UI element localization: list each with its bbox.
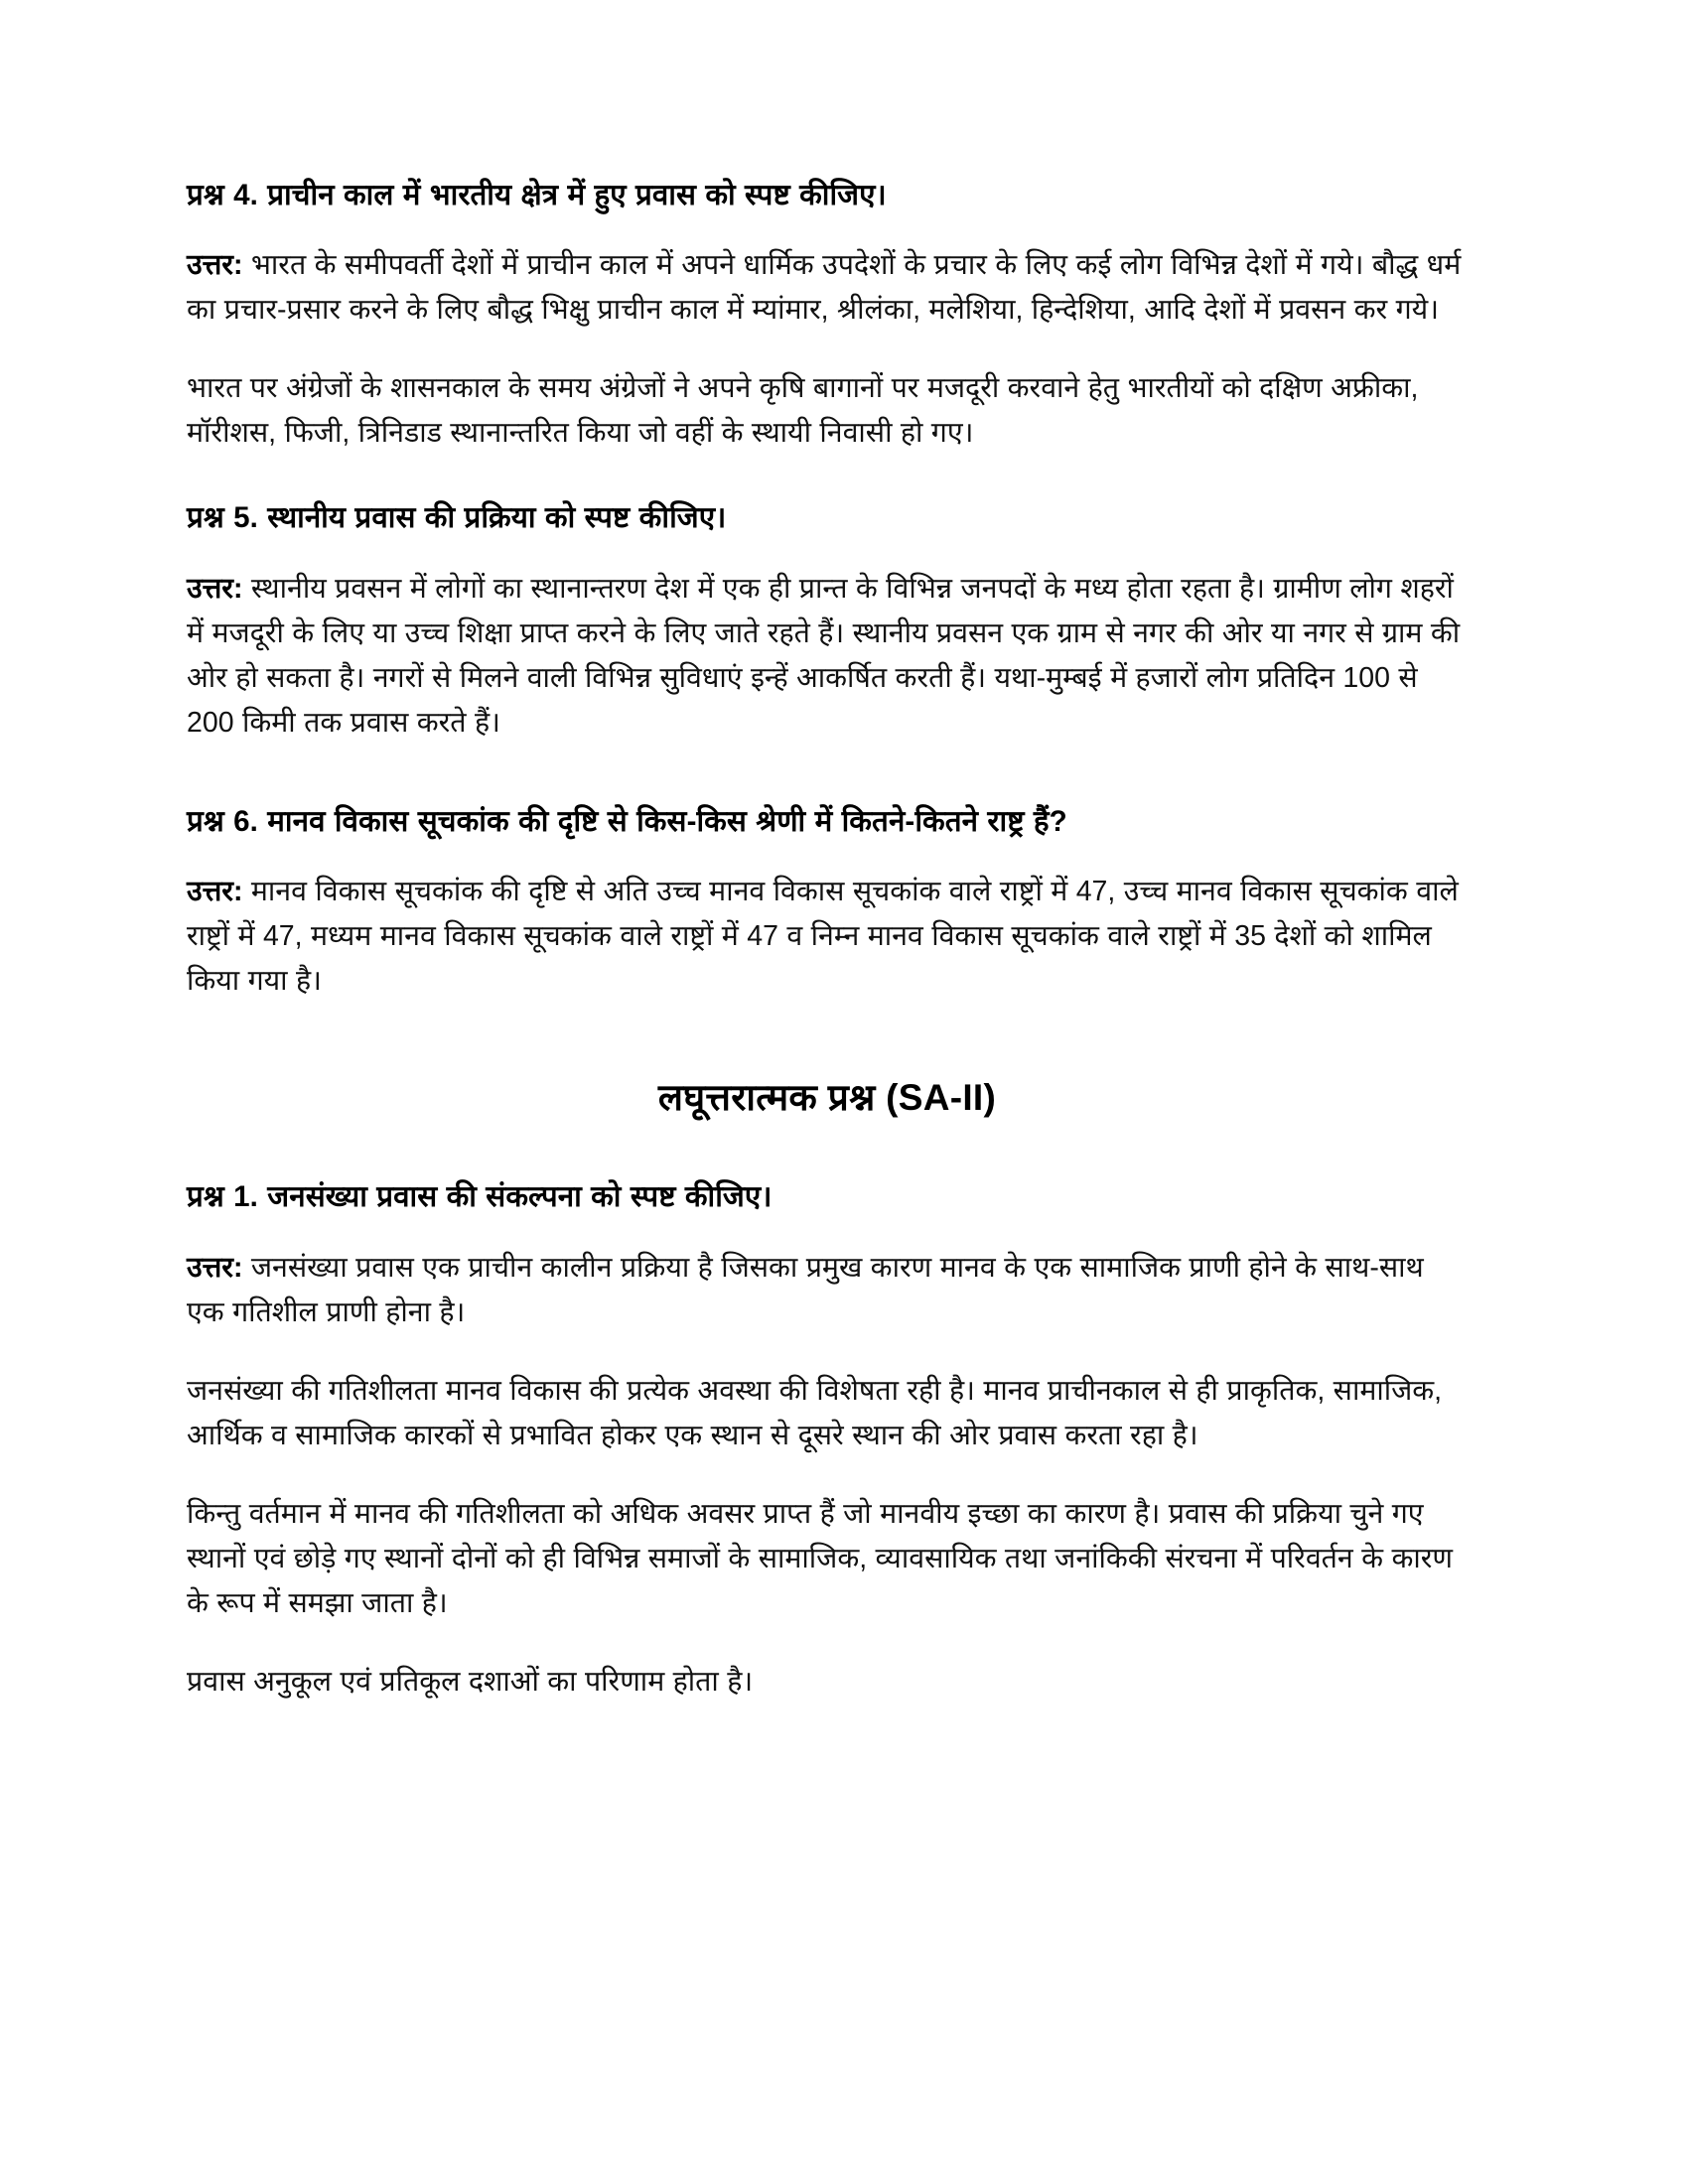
answer-text: मानव विकास सूचकांक की दृष्टि से अति उच्च मानव विकास सूचकांक वाले राष्ट्रों में 47, उच्च मानव विकास सूचकांक वाले राष्ट्रों में 47, मध्यम मानव विकास सूचकांक वाले राष्ट्रों में 47 व निम्न मानव विकास सूचकांक वाले राष्ट्रों में 35 देशों को शामिल किया गया है।: [187, 876, 1459, 998]
sa2-question-1-answer-paragraph-2: जनसंख्या की गतिशीलता मानव विकास की प्रत्येक अवस्था की विशेषता रही है। मानव प्राचीनकाल से ही प्राकृतिक, सामाजिक, आर्थिक व सामाजिक कारकों से प्रभावित होकर एक स्थान से दूसरे स्थान की ओर प्रवास करता रहा है।: [187, 1374, 1443, 1451]
sa2-question-1-heading: प्रश्न 1. जनसंख्या प्रवास की संकल्पना को स्पष्ट कीजिए।: [187, 1180, 773, 1214]
answer-label: उत्तर:: [187, 572, 243, 605]
spacer: [187, 1458, 1468, 1492]
spacer: [187, 1224, 1468, 1246]
spacer: [187, 1335, 1468, 1369]
answer-text: भारत के समीपवर्ती देशों में प्राचीन काल में अपने धार्मिक उपदेशों के प्रचार के लिए कई लोग विभिन्न देशों में गये। बौद्ध धर्म का प्रचार-प्रसार करने के लिए बौद्ध भिक्षु प्राचीन काल में म्यांमार, श्रीलंका, मलेशिया, हिन्देशिया, आदि देशों में प्रवसन कर गये।: [187, 249, 1462, 327]
question-4-heading: प्रश्न 4. प्राचीन काल में भारतीय क्षेत्र में हुए प्रवास को स्पष्ट कीजिए।: [187, 179, 887, 211]
spacer: [187, 333, 1468, 366]
spacer: [187, 221, 1468, 243]
section-title-sa2: लघूत्तरात्मक प्रश्न (SA-II): [657, 1077, 997, 1119]
question-6-heading: प्रश्न 6. मानव विकास सूचकांक की दृष्टि से किस-किस श्रेणी में कितने-कितने राष्ट्र हैं?: [187, 804, 1067, 838]
question-6-answer-paragraph: [187, 870, 1468, 1004]
answer-label: उत्तर:: [187, 876, 243, 908]
answer-text: स्थानीय प्रवसन में लोगों का स्थानान्तरण देश में एक ही प्रान्त के विभिन्न जनपदों के मध्य होता रहता है। ग्रामीण लोग शहरों में मजदूरी के लिए या उच्च शिक्षा प्राप्त करने के लिए जाते रहते हैं। स्थानीय प्रवसन एक ग्राम से नगर की ओर या नगर से ग्राम की ओर हो सकता है। नगरों से मिलने वाली विभिन्न सुविधाएं इन्हें आकर्षित करती हैं। यथा-मुम्बई में हजारों लोग प्रतिदिन 100 से 200 किमी तक प्रवास करते हैं।: [187, 572, 1461, 739]
question-4-answer-paragraph-2: भारत पर अंग्रेजों के शासनकाल के समय अंग्रेजों ने अपने कृषि बागानों पर मजदूरी करवाने हेतु भारतीयों को दक्षिण अफ्रीका, मॉरीशस, फिजी, त्रिनिडाड स्थानान्तरित किया जो वहीं के स्थायी निवासी हो गए।: [187, 372, 1419, 450]
question-4-answer-paragraph-1: [187, 243, 1468, 333]
spacer: [187, 456, 1468, 499]
spacer: [187, 1121, 1468, 1178]
question-5-answer-paragraph: [187, 567, 1468, 746]
spacer: [187, 746, 1468, 803]
answer-text: जनसंख्या प्रवास एक प्राचीन कालीन प्रक्रिया है जिसका प्रमुख कारण मानव के एक सामाजिक प्राणी होने के साथ-साथ एक गतिशील प्राणी होना है।: [187, 1251, 1424, 1328]
spacer: [187, 1626, 1468, 1660]
spacer: [187, 848, 1468, 870]
answer-label: उत्तर:: [187, 1251, 243, 1284]
spacer: [187, 545, 1468, 567]
sa2-question-1-answer-paragraph-1: [187, 1246, 1468, 1335]
document-content-column: [187, 177, 1468, 1705]
question-5-heading: प्रश्न 5. स्थानीय प्रवास की प्रक्रिया को स्पष्ट कीजिए।: [187, 501, 727, 535]
sa2-question-1-answer-paragraph-4: प्रवास अनुकूल एवं प्रतिकूल दशाओं का परिणाम होता है।: [187, 1665, 754, 1698]
sa2-question-1-answer-paragraph-3: किन्तु वर्तमान में मानव की गतिशीलता को अधिक अवसर प्राप्त हैं जो मानवीय इच्छा का कारण है। प्रवास की प्रक्रिया चुने गए स्थानों एवं छोड़े गए स्थानों दोनों को ही विभिन्न समाजों के सामाजिक, व्यावसायिक तथा जनांकिकी संरचना में परिवर्तन के कारण के रूप में समझा जाता है।: [187, 1497, 1453, 1619]
answer-label: उत्तर:: [187, 249, 243, 282]
spacer: [187, 1004, 1468, 1075]
